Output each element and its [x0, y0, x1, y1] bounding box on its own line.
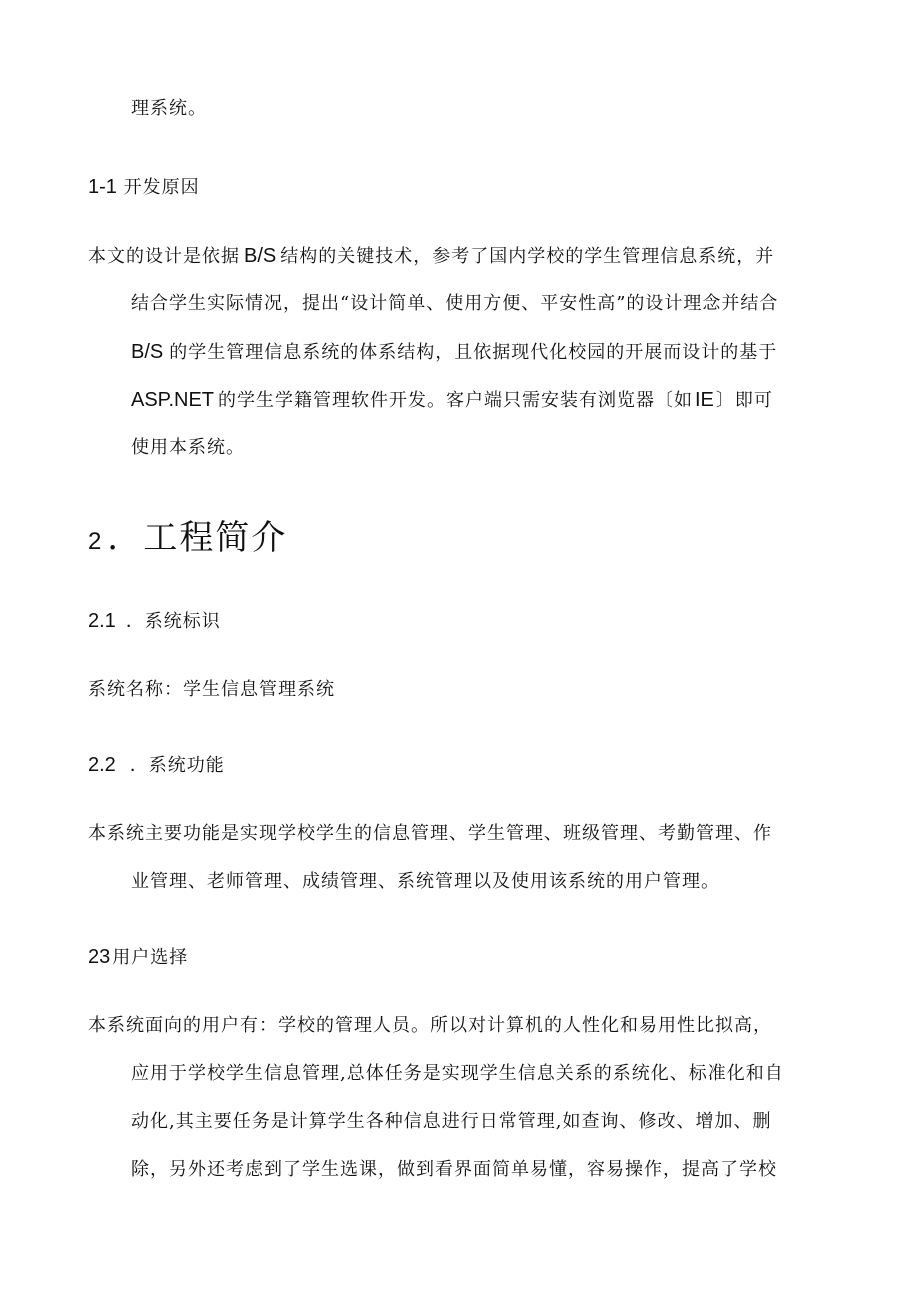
section-1-1-heading — [88, 174, 200, 201]
section-1-1-paragraph-line-2 — [131, 291, 778, 317]
para-text: 结构的关键技术，参考了国内学校的学生管理信息系统，并 — [280, 246, 775, 267]
section-2-1-title: ．系统标识 — [125, 611, 221, 632]
section-2-3-paragraph-line-4 — [131, 1157, 777, 1183]
para-term-bs: B/S — [244, 245, 277, 267]
para-text: 除，另外还考虑到了学生选课，做到看界面简单易懂，容易操作，提高了学校 — [131, 1159, 777, 1180]
para-text: 应用于学校学生信息管理,总体任务是实现学生信息关系的系统化、标准化和自 — [131, 1063, 784, 1084]
section-2-number: 2 — [88, 528, 102, 555]
system-name-text: 系统名称：学生信息管理系统 — [88, 679, 335, 700]
para-text: 业管理、老师管理、成绩管理、系统管理以及使用该系统的用户管理。 — [131, 871, 720, 892]
section-2-1-number: 2.1 — [88, 610, 116, 632]
section-2-3-title: 用户选择 — [112, 947, 189, 968]
continuation-text: 理系统。 — [131, 98, 207, 119]
section-2-2-heading — [88, 752, 225, 779]
section-2-3-paragraph-line-1 — [88, 1013, 772, 1039]
section-2-2-number: 2.2 — [88, 754, 116, 776]
para-text: 的学生学籍管理软件开发。客户端只需安装有浏览器〔如 — [218, 390, 693, 411]
section-2-heading — [88, 516, 287, 564]
para-term-bs: B/S — [131, 341, 164, 363]
para-term-aspnet: ASP.NET — [131, 389, 214, 411]
para-term-ie: IE — [695, 389, 714, 411]
section-1-1-paragraph-line-4 — [131, 387, 773, 414]
section-2-3-heading — [88, 944, 188, 971]
section-2-3-number: 23 — [88, 946, 111, 968]
section-2-1-text — [88, 677, 335, 703]
para-text: 〕即可 — [715, 390, 773, 411]
section-2-title: ．工程简介 — [107, 518, 288, 558]
section-1-1-paragraph-line-3 — [131, 339, 777, 366]
para-text: 动化,其主要任务是计算学生各种信息进行日常管理,如查询、修改、增加、删 — [131, 1111, 772, 1132]
para-text: 本文的设计是依据 — [88, 246, 240, 267]
section-1-1-title: 开发原因 — [123, 177, 200, 198]
section-1-1-paragraph-line-5 — [131, 435, 245, 461]
section-1-1-paragraph-line-1 — [88, 243, 774, 270]
para-text: 的学生管理信息系统的体系结构，且依据现代化校园的开展而设计的基于 — [169, 342, 778, 363]
para-text: 使用本系统。 — [131, 437, 245, 458]
para-text: 结合学生实际情况，提出“设计简单、使用方便、平安性高”的设计理念并结合 — [131, 293, 779, 314]
section-1-1-number: 1-1 — [88, 176, 117, 198]
para-text: 本系统主要功能是实现学校学生的信息管理、学生管理、班级管理、考勤管理、作 — [88, 823, 772, 844]
section-2-2-paragraph-line-1 — [88, 821, 772, 847]
section-2-1-heading — [88, 608, 221, 635]
section-2-2-paragraph-line-2 — [131, 869, 720, 895]
section-2-2-title: ．系统功能 — [129, 755, 225, 776]
section-2-3-paragraph-line-3 — [131, 1109, 771, 1135]
continuation-line — [131, 96, 207, 122]
para-text: 本系统面向的用户有：学校的管理人员。所以对计算机的人性化和易用性比拟高， — [88, 1015, 772, 1036]
section-2-3-paragraph-line-2 — [131, 1061, 784, 1087]
